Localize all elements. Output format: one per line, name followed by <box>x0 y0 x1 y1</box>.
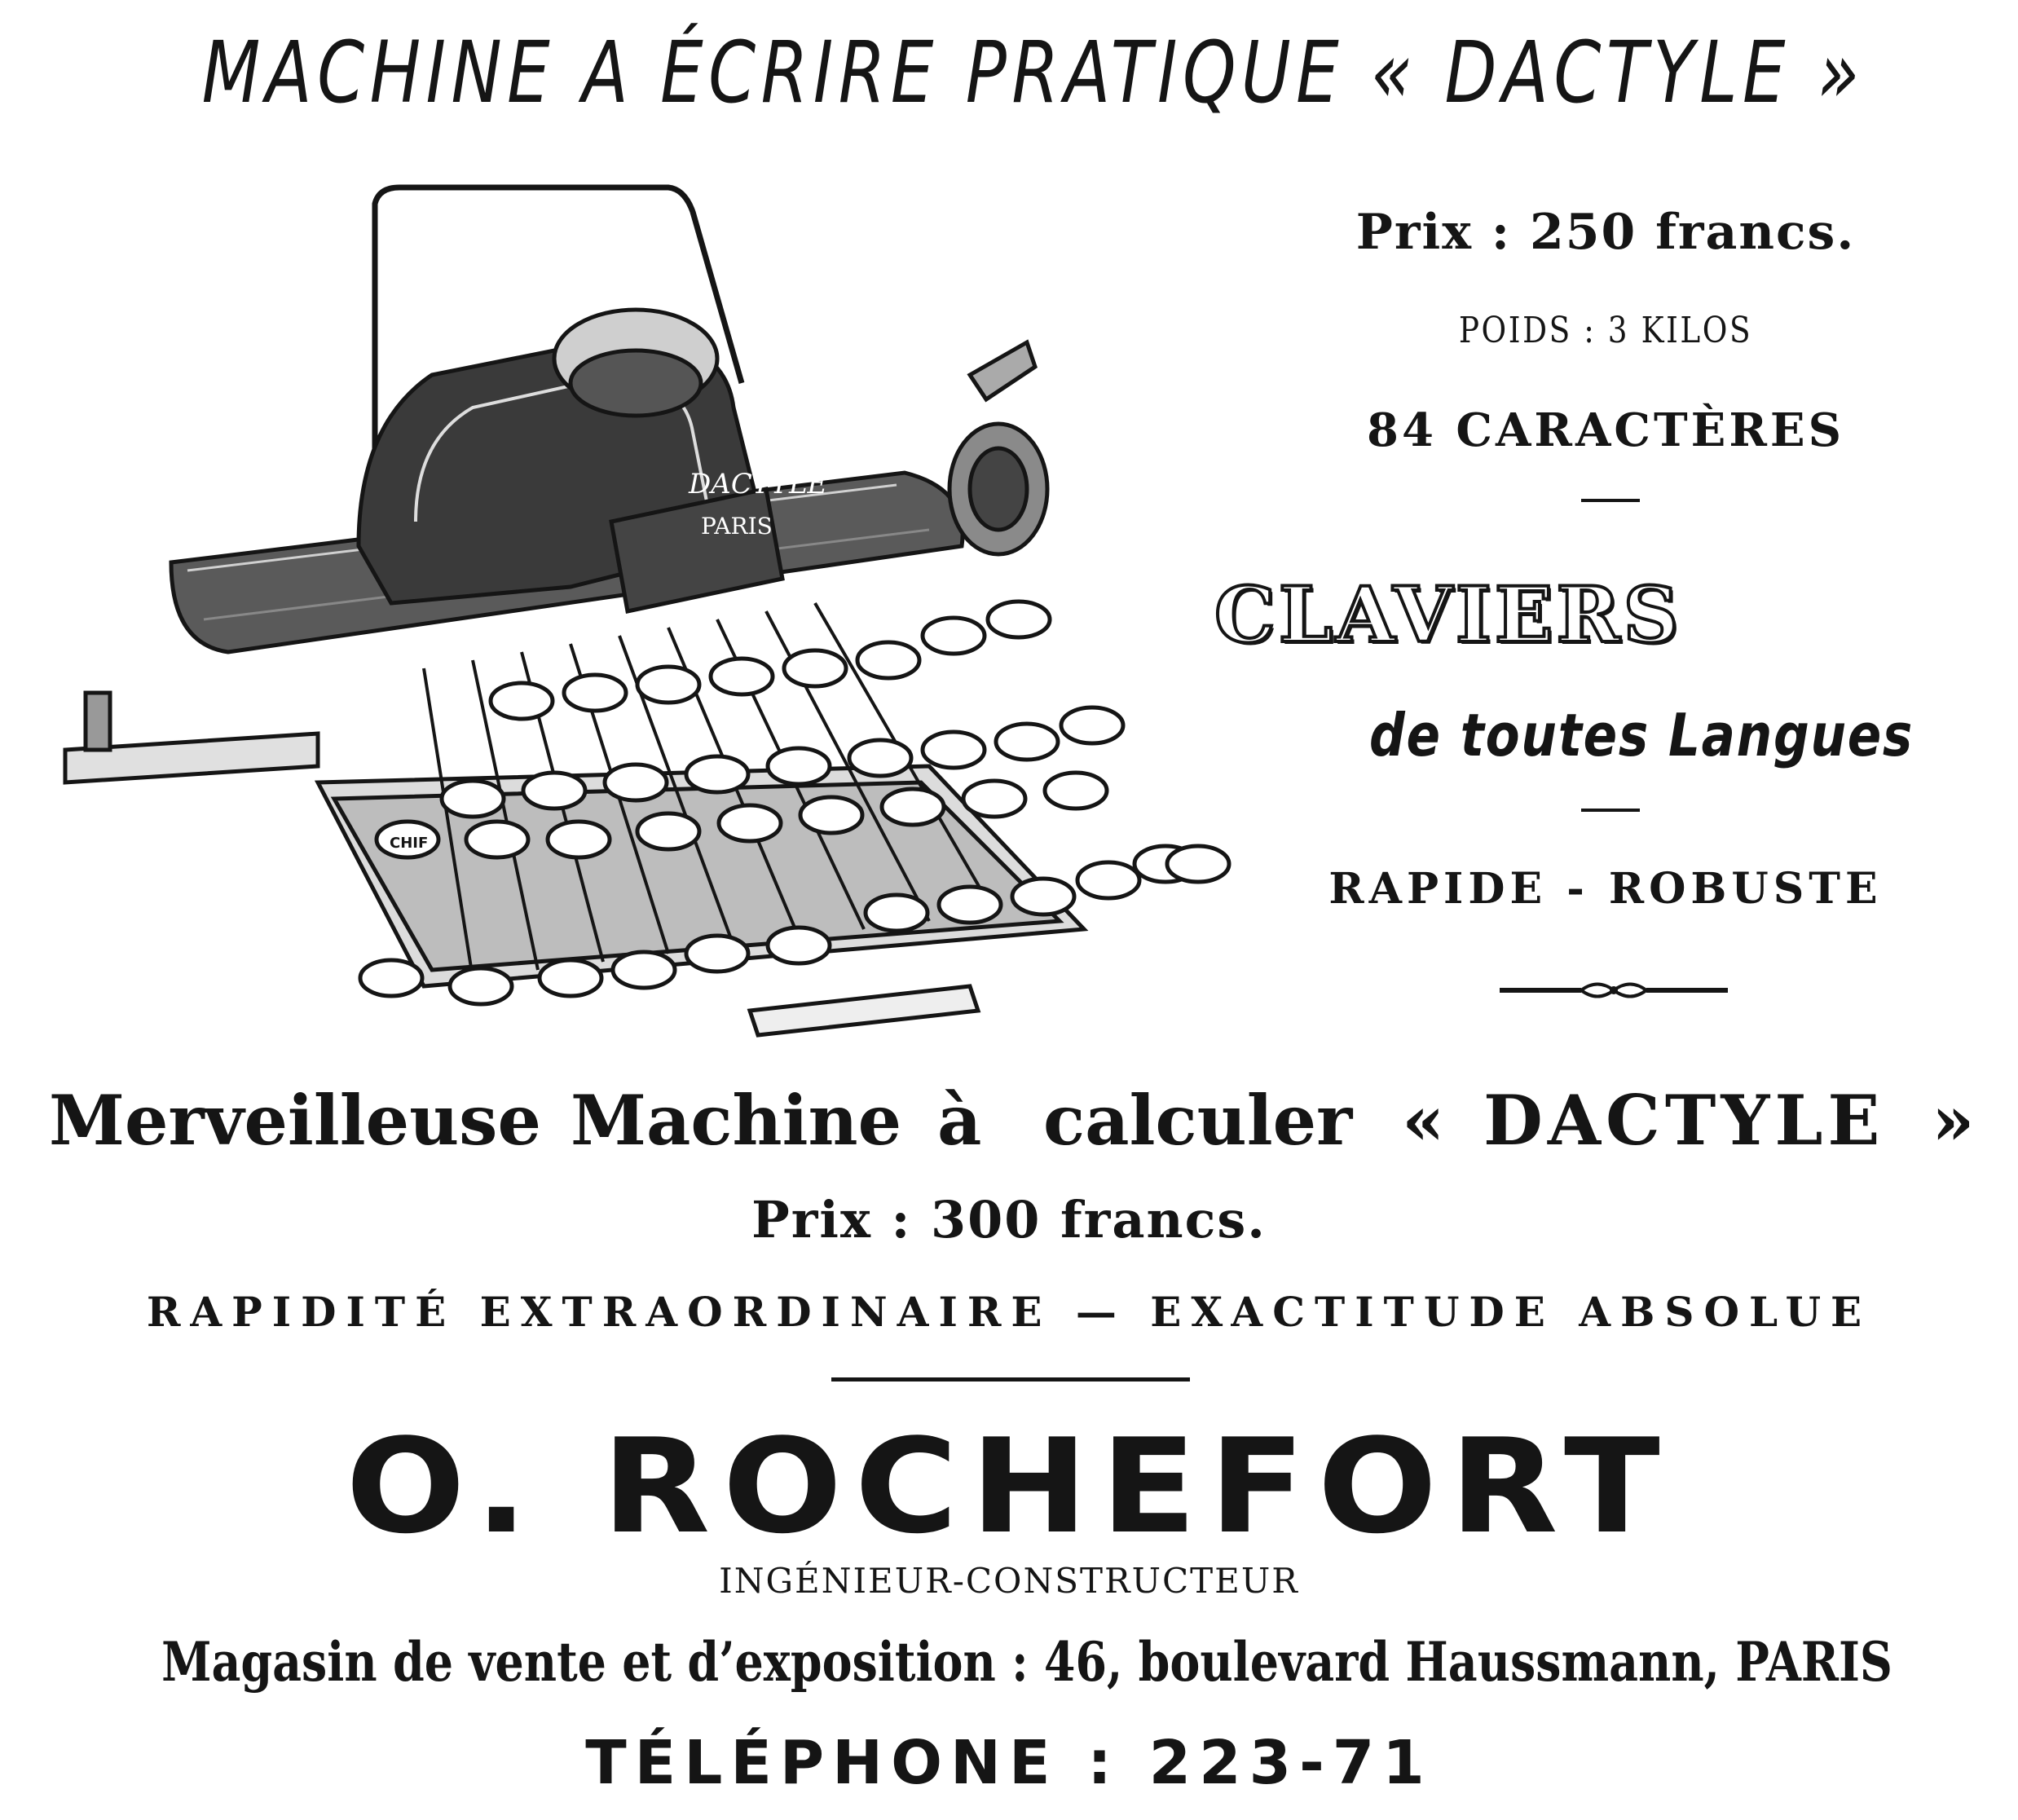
typewriter-characters: 84 CARACTÈRES <box>1366 403 1845 457</box>
store-address: Magasin de vente et d’exposition : 46, boulevard Haussmann, PARIS <box>161 1630 1892 1694</box>
headline-word: Machine <box>571 1080 902 1161</box>
headline-word: à <box>937 1080 982 1161</box>
maker-name: O. ROCHEFORT <box>346 1410 1672 1562</box>
calculator-price: Prix : 300 francs. <box>751 1190 1267 1249</box>
headline-word: « <box>1402 1080 1445 1161</box>
typewriter-weight: POIDS : 3 KILOS <box>1458 310 1753 351</box>
plate-text-dactyle: DACTYLE <box>689 468 828 500</box>
headline-word: Merveilleuse <box>49 1080 541 1161</box>
maker-profession: INGÉNIEUR-CONSTRUCTEUR <box>719 1561 1299 1601</box>
telephone-number: TÉLÉPHONE : 223-71 <box>585 1728 1433 1798</box>
key-label-chif: CHIF <box>390 835 429 852</box>
separator-dash <box>1581 809 1640 812</box>
typewriter-price: Prix : 250 francs. <box>1355 204 1856 261</box>
plate-text-paris: PARIS <box>701 513 773 540</box>
ornament-divider <box>1491 974 1736 1007</box>
typewriter-illustration <box>49 163 1239 1060</box>
keyboards-subheading: de toutes Langues <box>1369 701 1914 769</box>
headline-word: » <box>1932 1080 1975 1161</box>
keyboards-heading: CLAVIERS <box>1214 571 1682 660</box>
headline-word: DACTYLE <box>1483 1080 1885 1161</box>
headline-word: calculer <box>1043 1080 1353 1161</box>
separator-dash <box>1581 499 1640 502</box>
ad-title: MACHINE A ÉCRIRE PRATIQUE « DACTYLE » <box>201 23 1865 122</box>
calculator-qualities: RAPIDITÉ EXTRAORDINAIRE — EXACTITUDE ABSOLUE <box>146 1288 1872 1336</box>
horizontal-rule <box>831 1377 1190 1382</box>
typewriter-qualities: RAPIDE - ROBUSTE <box>1328 864 1883 914</box>
